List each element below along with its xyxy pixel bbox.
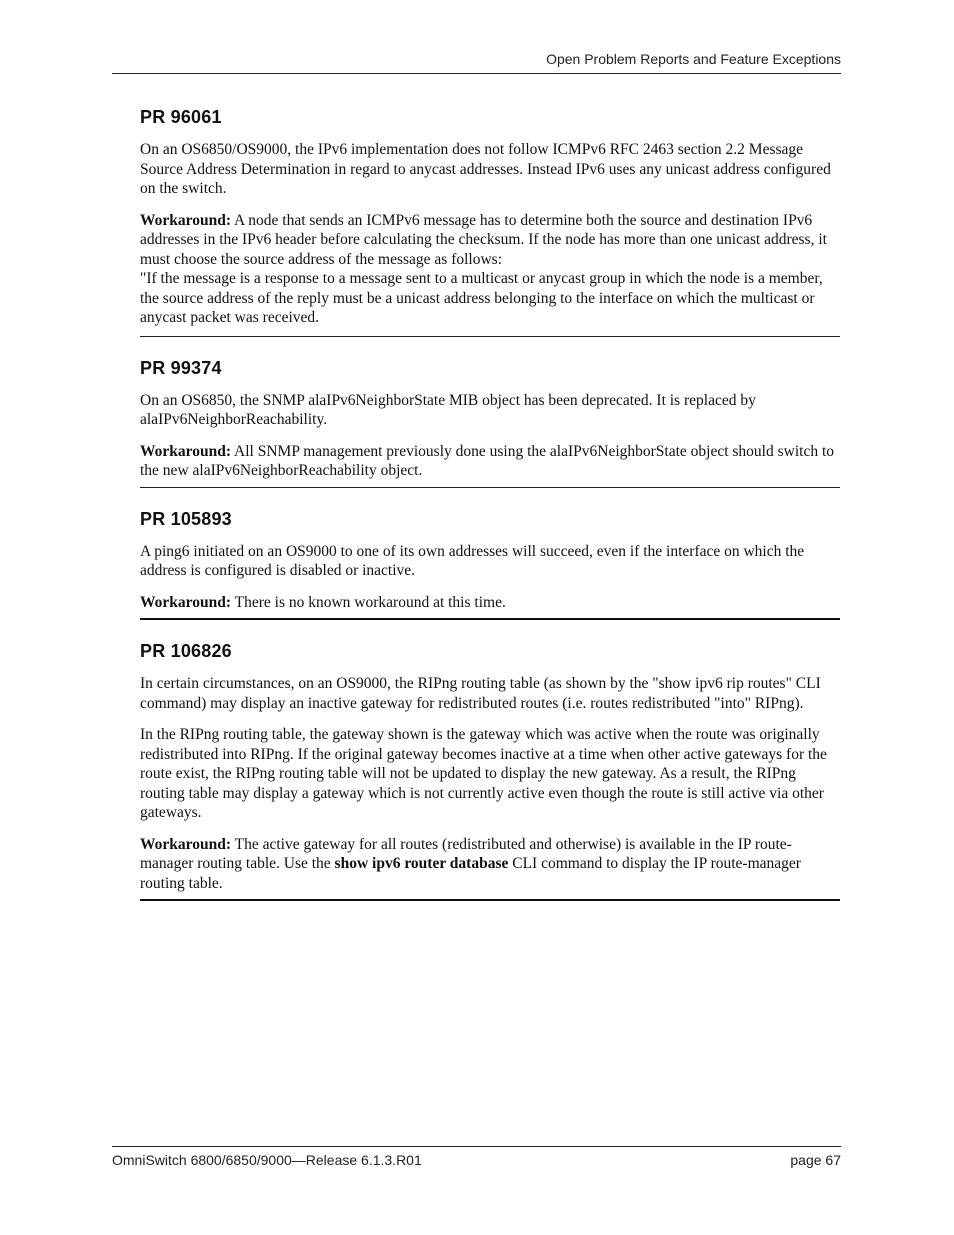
workaround-paragraph	[140, 211, 840, 328]
workaround-label: Workaround:	[140, 442, 232, 460]
workaround-text: All SNMP management previously done using the alaIPv6NeighborState object should switch to the new alaIPv6NeighborReachability object.	[140, 442, 835, 479]
workaround-label: Workaround:	[140, 593, 232, 611]
workaround-label: Workaround:	[140, 835, 232, 853]
footer-product: OmniSwitch 6800/6850/9000—Release 6.1.3.R01	[112, 1152, 422, 1168]
workaround-text: There is no known workaround at this time.	[231, 593, 506, 611]
description-paragraph: In the RIPng routing table, the gateway shown is the gateway which was active when the route was originally redistributed into RIPng. If the original gateway becomes inactive at a time when other active gateways for the route exist, the RIPng routing table will not be updated to display the new gateway. As a result, the RIPng routing table may display a gateway which is not currently active even though the route is still active via other gateways.	[140, 726, 827, 821]
description-paragraph: A ping6 initiated on an OS9000 to one of its own addresses will succeed, even if the interface on which the address is configured is disabled or inactive.	[140, 542, 805, 579]
main-content	[140, 104, 840, 919]
pr-section-99374	[140, 355, 840, 488]
pr-section-96061	[140, 104, 840, 337]
pr-section-106826	[140, 638, 840, 901]
workaround-paragraph	[140, 835, 840, 894]
pr-heading: PR 99374	[140, 357, 222, 378]
footer-page-number: page 67	[790, 1152, 841, 1168]
cli-command: show ipv6 router database	[334, 855, 509, 872]
pr-heading: PR 96061	[140, 107, 222, 127]
footer-rule	[112, 1146, 841, 1147]
header-rule	[112, 73, 841, 74]
workaround-label: Workaround:	[140, 211, 232, 229]
description-paragraph: In certain circumstances, on an OS9000, the RIPng routing table (as shown by the "show ipv6 rip routes" CLI command) may display an inactive gateway for redistributed routes (i.e. routes redistributed "into" RIPng).	[140, 675, 821, 712]
workaround-paragraph	[140, 442, 840, 481]
workaround-text-after: CLI command to display the IP route-manager routing table.	[140, 855, 801, 892]
description-paragraph: On an OS6850, the SNMP alaIPv6NeighborState MIB object has been deprecated. It is replaced by alaIPv6NeighborReachability.	[140, 391, 756, 428]
pr-heading: PR 105893	[140, 508, 232, 529]
workaround-text: A node that sends an ICMPv6 message has to determine both the source and destination IPv6 addresses in the IPv6 header before calculating the checksum. If the node has more than one unicast address, it must choose the source address of the message as follows:	[140, 211, 827, 268]
pr-heading: PR 106826	[140, 641, 232, 661]
workaround-quote: "If the message is a response to a message sent to a multicast or anycast group in which the node is a member, the source address of the reply must be a unicast address belonging to the interface on which the multicast or anycast packet was received.	[140, 270, 823, 326]
running-header: Open Problem Reports and Feature Exceptions	[546, 51, 841, 67]
description-paragraph: On an OS6850/OS9000, the IPv6 implementation does not follow ICMPv6 RFC 2463 section 2.2 Message Source Address Determination in regard to anycast addresses. Instead IPv6 uses any unicast address configured on the switch.	[140, 141, 831, 197]
workaround-paragraph	[140, 593, 840, 613]
workaround-text: The active gateway for all routes (redistributed and otherwise) is available in the IP route-manager routing table. Use the	[140, 835, 792, 872]
pr-section-105893	[140, 506, 840, 621]
